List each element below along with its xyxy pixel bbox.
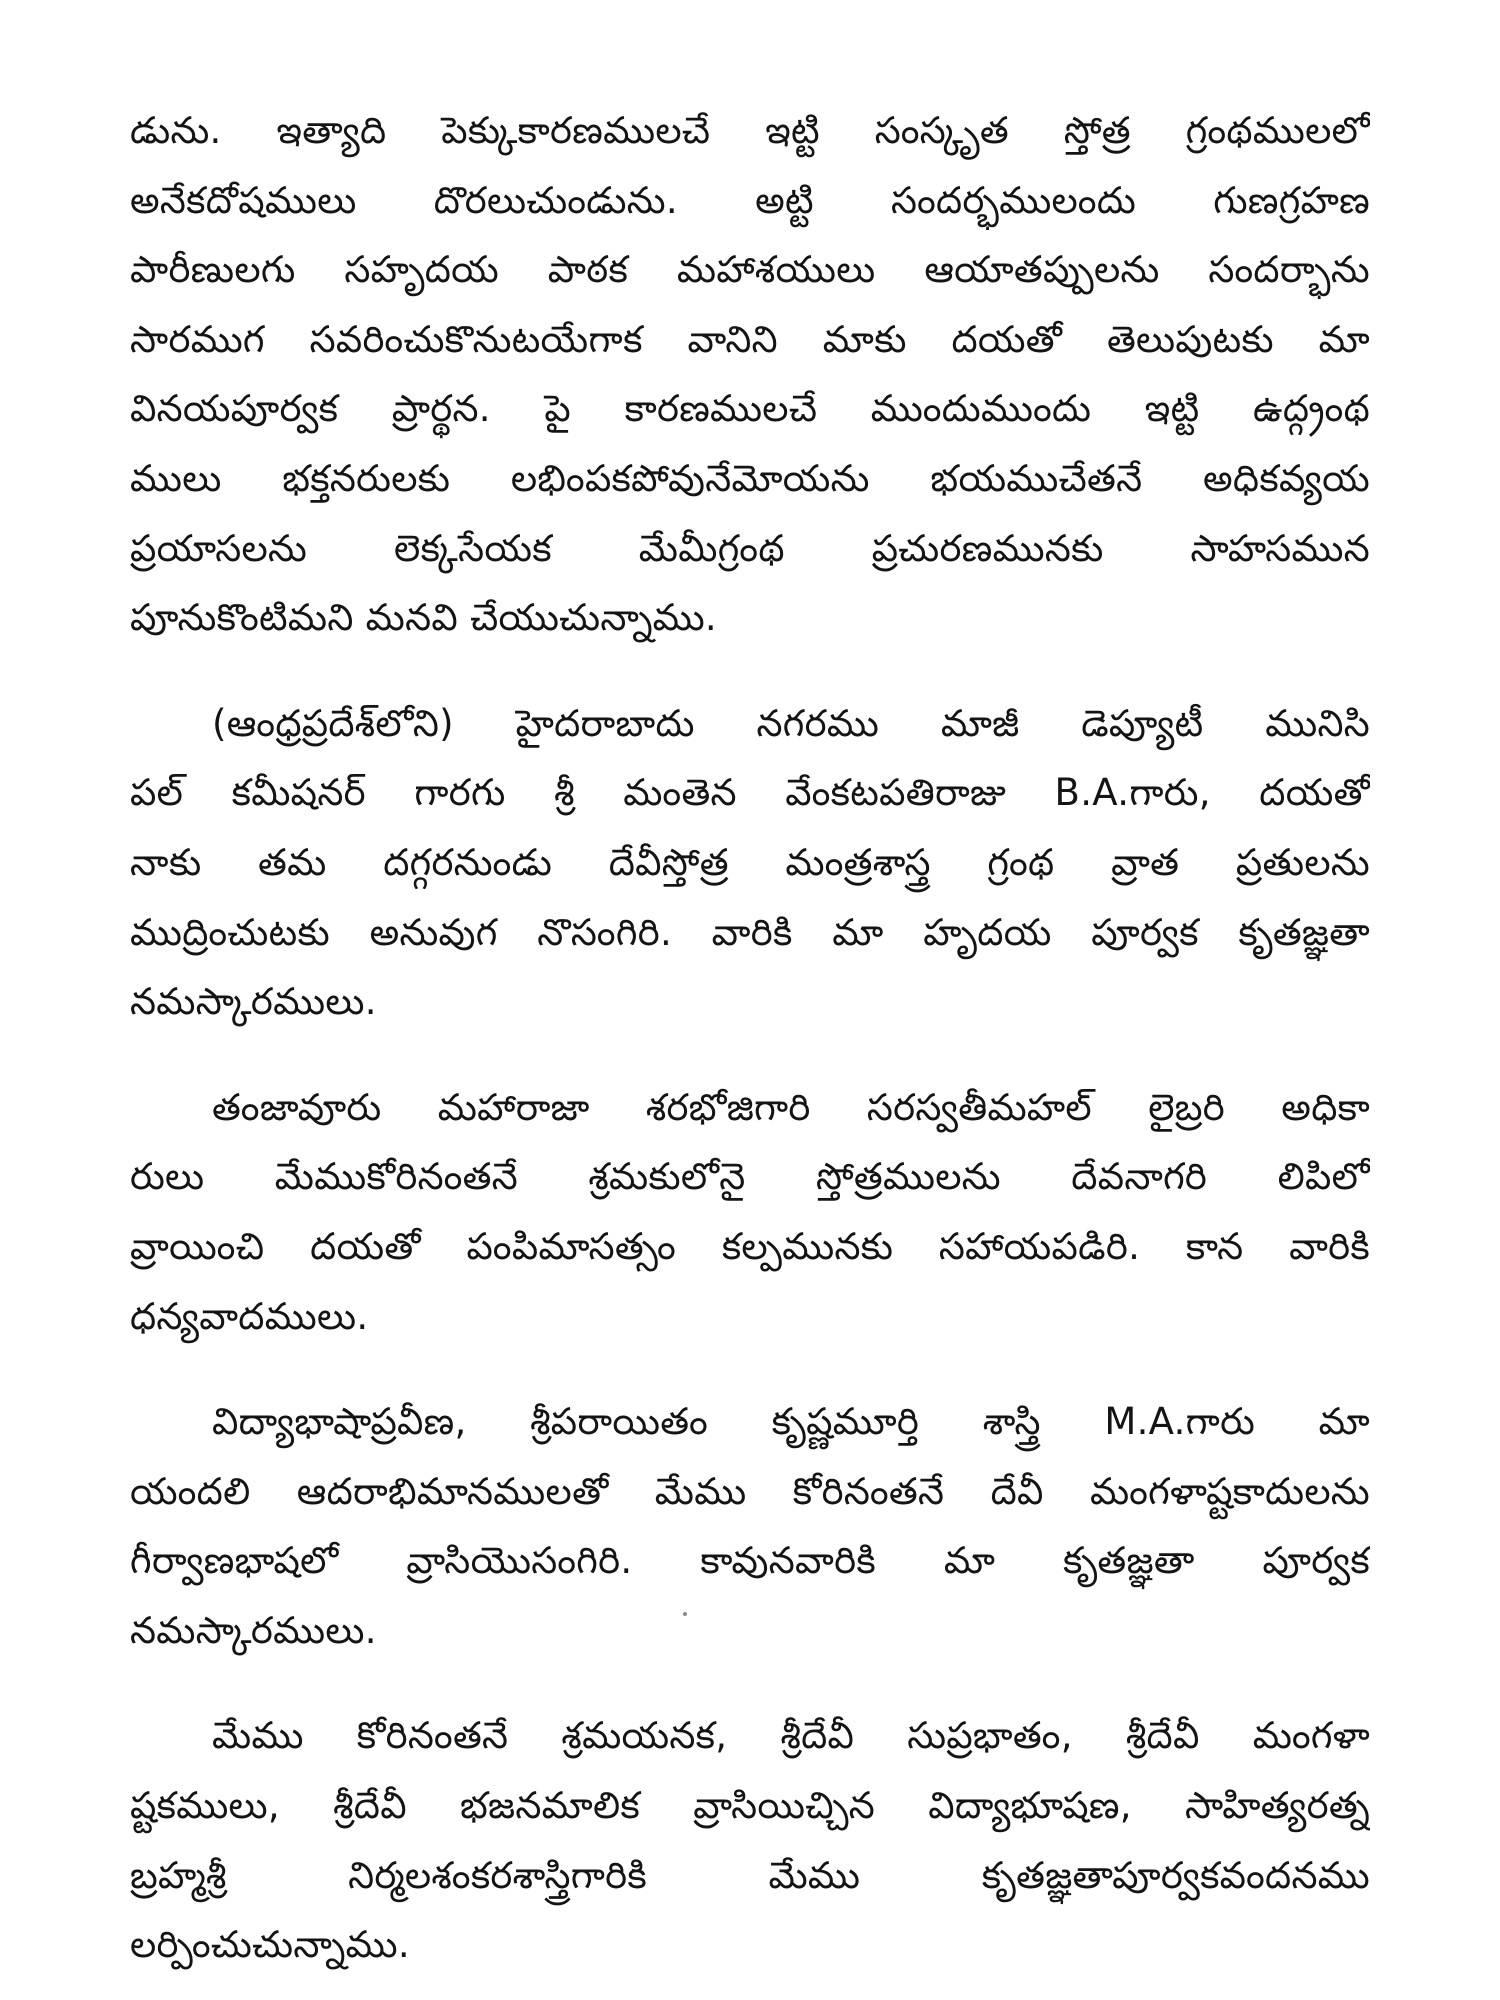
paragraph-nirmala	[130, 1701, 1370, 1979]
text-line: నమస్కారములు.	[130, 1608, 377, 1652]
text-line: విద్యాభాషాప్రవీణ, శ్రీపరాయితం కృష్ణమూర్తి శాస్త్రి M.A.గారు మా	[212, 1400, 1370, 1444]
paragraph-thanjavur	[130, 1073, 1370, 1351]
paragraph-hyderabad	[130, 689, 1370, 1037]
text-line: లర్పించుచున్నాము.	[130, 1923, 410, 1967]
text-line: పారీణులగు సహృదయ పాఠక మహాశయులు ఆయాతప్పులను సందర్భాను	[130, 248, 1370, 292]
text-line: పూనుకొంటిమని మనవి చేయుచున్నాము.	[130, 596, 717, 640]
paragraph-gap	[130, 1037, 1370, 1073]
paragraph-gap	[130, 1665, 1370, 1701]
text-line: ష్టకములు, శ్రీదేవీ భజనమాలిక వ్రాసియిచ్చిన విద్యాభూషణ, సాహిత్యరత్న	[130, 1784, 1370, 1828]
text-line: (ఆంధ్రప్రదేశ్‌లోని) హైదరాబాదు నగరము మాజీ డెప్యూటీ మునిసి	[212, 701, 1370, 745]
text-line: డును. ఇత్యాది పెక్కుకారణములచే ఇట్టి సంస్కృత స్తోత్ర గ్రంథములలో	[130, 109, 1370, 152]
text-line: బ్రహ్మశ్రీ నిర్మలశంకరశాస్త్రిగారికి మేము కృతజ్ఞతాపూర్వకవందనము	[130, 1853, 1370, 1897]
scan-speck	[683, 1612, 687, 1616]
text-line: నమస్కారములు.	[130, 980, 377, 1024]
text-line: ప్రయాసలను లెక్కసేయక మేమీగ్రంథ ప్రచురణమునకు సాహసమున	[130, 526, 1370, 570]
paragraph-gap	[130, 653, 1370, 689]
text-line: గీర్వాణభాషలో వ్రాసియొసంగిరి. కావునవారికి మా కృతజ్ఞతా పూర్వక	[130, 1539, 1370, 1583]
paragraph-vidyabhasha	[130, 1387, 1370, 1665]
paragraph-continuation	[130, 96, 1370, 653]
text-line: సారముగ సవరించుకొనుటయేగాక వానిని మాకు దయతో తెలుపుటకు మా	[130, 317, 1370, 361]
text-line: ముద్రించుటకు అనువుగ నొసంగిరి. వారికి మా హృదయ పూర్వక కృతజ్ఞతా	[130, 910, 1370, 954]
text-line: మేము కోరినంతనే శ్రమయనక, శ్రీదేవీ సుప్రభాతం, శ్రీదేవీ మంగళా	[212, 1714, 1370, 1758]
text-line: తంజావూరు మహారాజా శరభోజిగారి సరస్వతీమహల్ లైబ్రరి అధికా	[212, 1085, 1370, 1129]
text-line: యందలి ఆదరాభిమానములతో మేము కోరినంతనే దేవీ మంగళాష్టకాదులను	[130, 1469, 1370, 1513]
text-line: పల్ కమీషనర్ గారగు శ్రీ మంతెన వేంకటపతిరాజు B.A.గారు, దయతో	[130, 771, 1370, 815]
text-line: అనేకదోషములు దొరలుచుండును. అట్టి సందర్భములందు గుణగ్రహణ	[130, 178, 1370, 222]
text-line: ధన్యవాదములు.	[130, 1294, 369, 1338]
text-line: వినయపూర్వక ప్రార్థన. పై కారణములచే ముందుముందు ఇట్టి ఉద్గ్రంథ	[130, 387, 1370, 431]
text-line: నాకు తమ దగ్గరనుండు దేవీస్తోత్ర మంత్రశాస్త్ర గ్రంథ వ్రాత ప్రతులను	[130, 840, 1370, 884]
text-line: వ్రాయించి దయతో పంపిమాసత్సం కల్పమునకు సహాయపడిరి. కాన వారికి	[130, 1224, 1370, 1268]
text-line: రులు మేముకోరినంతనే శ్రమకులోనై స్తోత్రములను దేవనాగరి లిపిలో	[130, 1155, 1370, 1199]
text-line: ములు భక్తనరులకు లభింపకపోవునేమోయను భయముచేతనే అధికవ్యయ	[130, 456, 1370, 500]
paragraph-gap	[130, 1351, 1370, 1387]
